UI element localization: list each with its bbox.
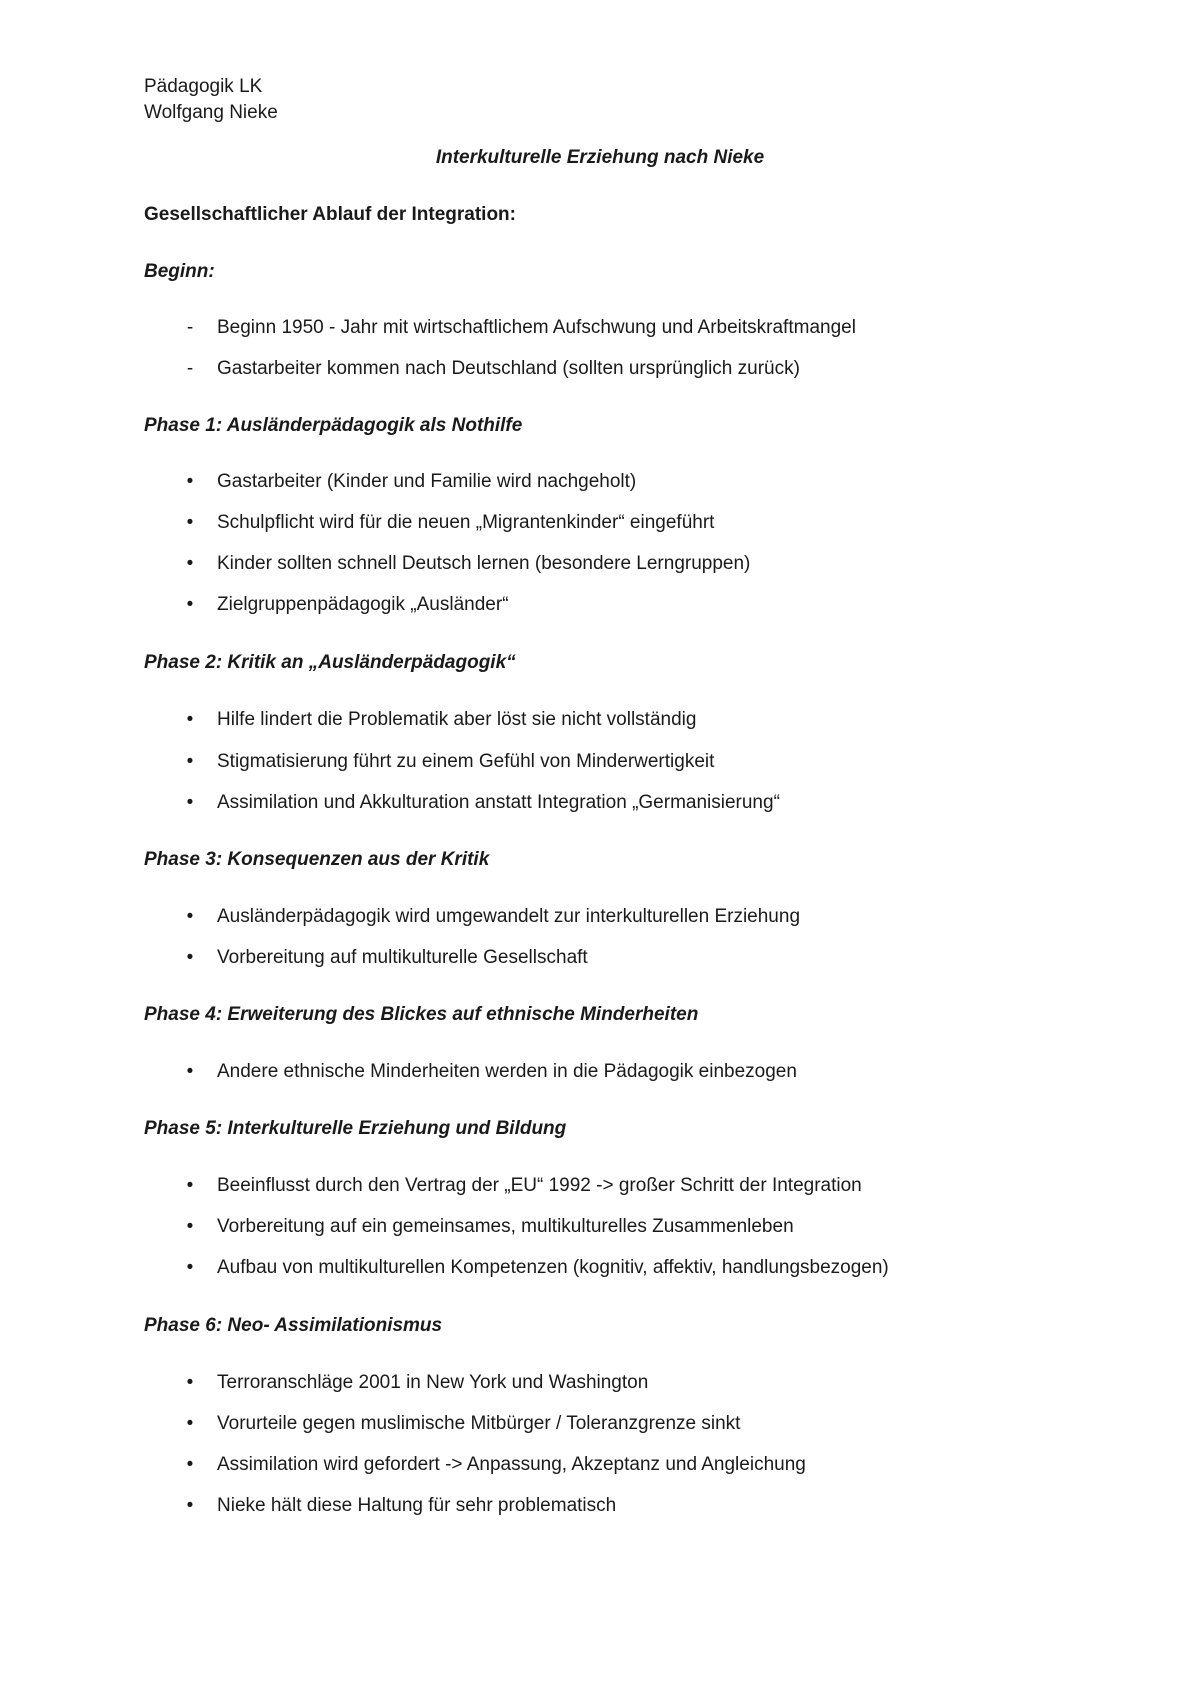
bullet-marker: •	[186, 512, 194, 533]
bullet-marker: •	[186, 1061, 194, 1082]
list-item-text: Zielgruppenpädagogik „Ausländer“	[217, 594, 509, 615]
bullet-marker: •	[186, 1175, 194, 1196]
bullet-marker: •	[186, 1216, 194, 1237]
bullet-marker: •	[186, 594, 194, 615]
section-heading-phase-5: Phase 5: Interkulturelle Erziehung und Bildung	[144, 1118, 567, 1139]
section-heading-phase-4: Phase 4: Erweiterung des Blickes auf ethnische Minderheiten	[144, 1004, 699, 1025]
list-item-text: Aufbau von multikulturellen Kompetenzen (kognitiv, affektiv, handlungsbezogen)	[217, 1257, 889, 1278]
bullet-marker: •	[186, 471, 194, 492]
header-course: Pädagogik LK	[144, 76, 263, 97]
bullet-marker: •	[186, 792, 194, 813]
dash-marker: -	[186, 358, 194, 379]
header-author: Wolfgang Nieke	[144, 102, 278, 123]
bullet-marker: •	[186, 1257, 194, 1278]
list-item-text: Gastarbeiter (Kinder und Familie wird nachgeholt)	[217, 471, 637, 492]
bullet-marker: •	[186, 553, 194, 574]
list-item-text: Stigmatisierung führt zu einem Gefühl von Minderwertigkeit	[217, 751, 715, 772]
section-heading-phase-3: Phase 3: Konsequenzen aus der Kritik	[144, 849, 490, 870]
list-item-text: Beginn 1950 - Jahr mit wirtschaftlichem Aufschwung und Arbeitskraftmangel	[217, 317, 856, 338]
list-item-text: Schulpflicht wird für die neuen „Migrantenkinder“ eingeführt	[217, 512, 715, 533]
list-item-text: Vorurteile gegen muslimische Mitbürger / Toleranzgrenze sinkt	[217, 1413, 741, 1434]
section-heading-phase-6: Phase 6: Neo- Assimilationismus	[144, 1315, 443, 1336]
bullet-marker: •	[186, 709, 194, 730]
section-heading-phase-2: Phase 2: Kritik an „Ausländerpädagogik“	[144, 652, 516, 673]
list-item-text: Ausländerpädagogik wird umgewandelt zur interkulturellen Erziehung	[217, 906, 801, 927]
section-heading-beginn: Beginn:	[144, 261, 215, 282]
main-heading: Gesellschaftlicher Ablauf der Integration:	[144, 204, 516, 225]
bullet-marker: •	[186, 1495, 194, 1516]
bullet-marker: •	[186, 1454, 194, 1475]
bullet-marker: •	[186, 751, 194, 772]
list-item-text: Hilfe lindert die Problematik aber löst sie nicht vollständig	[217, 709, 697, 730]
list-item-text: Kinder sollten schnell Deutsch lernen (besondere Lerngruppen)	[217, 553, 751, 574]
list-item-text: Beeinflusst durch den Vertrag der „EU“ 1992 -> großer Schritt der Integration	[217, 1175, 862, 1196]
dash-marker: -	[186, 317, 194, 338]
section-heading-phase-1: Phase 1: Ausländerpädagogik als Nothilfe	[144, 415, 523, 436]
bullet-marker: •	[186, 1413, 194, 1434]
list-item-text: Gastarbeiter kommen nach Deutschland (sollten ursprünglich zurück)	[217, 358, 800, 379]
bullet-marker: •	[186, 1372, 194, 1393]
bullet-marker: •	[186, 947, 194, 968]
bullet-marker: •	[186, 906, 194, 927]
list-item-text: Vorbereitung auf ein gemeinsames, multikulturelles Zusammenleben	[217, 1216, 794, 1237]
list-item-text: Assimilation wird gefordert -> Anpassung, Akzeptanz und Angleichung	[217, 1454, 806, 1475]
list-item-text: Nieke hält diese Haltung für sehr problematisch	[217, 1495, 617, 1516]
list-item-text: Vorbereitung auf multikulturelle Gesellschaft	[217, 947, 588, 968]
list-item-text: Andere ethnische Minderheiten werden in die Pädagogik einbezogen	[217, 1061, 797, 1082]
list-item-text: Assimilation und Akkulturation anstatt Integration „Germanisierung“	[217, 792, 780, 813]
list-item-text: Terroranschläge 2001 in New York und Washington	[217, 1372, 649, 1393]
document-title: Interkulturelle Erziehung nach Nieke	[435, 147, 765, 168]
